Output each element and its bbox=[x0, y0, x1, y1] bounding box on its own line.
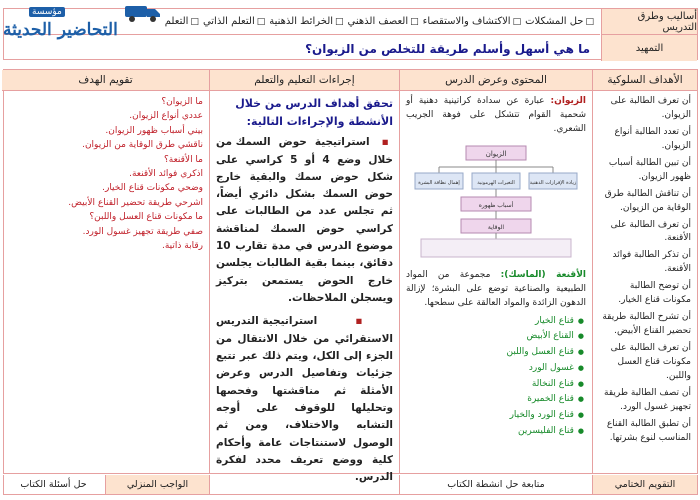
procedures-body bbox=[210, 91, 399, 496]
evaluation-question: اشرحي طريقة تحضير القناع الأبيض. bbox=[68, 197, 203, 208]
mask-item: ● قناع الخيار bbox=[406, 314, 586, 330]
intro-question: ما هي أسهل وأسلم طريقة للتخلص من الزيوان؟ bbox=[305, 41, 590, 56]
strategy-name: استراتيجية التدريس الاستقرائي bbox=[216, 315, 394, 345]
bullet-icon: ▪ bbox=[355, 315, 393, 328]
objective-item: أن توضح الطالبة مكونات قناع الخيار. bbox=[618, 281, 691, 306]
concept-diagram bbox=[411, 143, 581, 261]
objective-item: أن تعرف الطالبة على الزيوان. bbox=[610, 96, 691, 120]
methods-label: أساليب وطرق التدريس bbox=[601, 9, 697, 35]
concept-diagram-svg bbox=[411, 143, 581, 261]
diagram-bottom-label: الوقاية bbox=[487, 223, 505, 231]
masks-definition bbox=[406, 269, 586, 311]
method-item: □ الخرائط الذهنية bbox=[269, 16, 343, 27]
final-eval-value: متابعة حل انشطة الكتاب bbox=[399, 475, 592, 494]
mask-item: ● القناع الأبيض bbox=[406, 329, 586, 345]
logo-brand: التحاضير الحديثة bbox=[3, 20, 118, 40]
strategy-fishbowl bbox=[216, 134, 393, 307]
bullet-icon: ▪ bbox=[381, 136, 393, 149]
evaluation-question: ما الزيوان؟ bbox=[161, 97, 203, 107]
objective-item: أن تعرف الطالبة على الأقنعة. bbox=[610, 219, 691, 244]
strategy-name: استراتيجية حوض السمك bbox=[235, 136, 370, 149]
masks-text: مجموعة من المواد الطبيعية والصناعية توضع على البشرة؛ لإزالة الدهون الزائدة والمواد العالقة على سطحها. bbox=[406, 269, 586, 308]
objective-item: أن تصف الطالبة طريقة تجهيز غسول الورد. bbox=[604, 387, 691, 412]
content-column bbox=[399, 70, 592, 473]
method-item: □ الاكتشاف والاستقصاء bbox=[423, 16, 521, 27]
truck-icon bbox=[123, 2, 163, 24]
objective-item: أن تطبق الطالبة القناع المناسب لنوع بشرتها. bbox=[606, 418, 691, 443]
mask-item: ● قناع الخميرة bbox=[406, 392, 586, 408]
final-eval-label: التقويم الختامي bbox=[592, 475, 697, 494]
diagram-top-label: الزيوان bbox=[485, 149, 507, 158]
content-header: المحتوى وعرض الدرس bbox=[400, 70, 592, 91]
footer-row bbox=[3, 475, 698, 495]
evaluation-question: ما الأقنعة؟ bbox=[163, 154, 203, 165]
method-item: □ التعلم الذاتي bbox=[203, 16, 265, 27]
strategy-text: من خلال وضع 4 أو 5 كراسي على شكل حوض سمك والبقية خارج حوض السمك بشكل دائري أيضاً، ثم تجلس عدد من الطالبات على كراسي حوض السمك لمناقشة موضوع الدرس في مدة تقارب 10 دقائق، بينما بقية الطالبات يجلسن خارج الحوض يستمعن بتركيز ويسجلن الملاحظات. bbox=[216, 136, 393, 304]
method-item: □ العصف الذهني bbox=[348, 16, 419, 27]
definition bbox=[406, 95, 586, 137]
content-body bbox=[400, 91, 592, 444]
evaluation-question: ما مكونات قناع العسل واللبن؟ bbox=[89, 212, 203, 223]
evaluation-question: بيني أسباب ظهور الزيوان. bbox=[105, 125, 203, 136]
masks-term: الأقنعة (الماسك): bbox=[500, 269, 586, 280]
diagram-branch-label: إهمال نظافة البشرة bbox=[418, 179, 460, 186]
masks-list bbox=[406, 314, 586, 440]
mask-item: ● قناع الفليسرين bbox=[406, 424, 586, 440]
procedures-header: إجراءات التعليم والتعلم bbox=[210, 70, 399, 91]
mask-item: ● غسول الورد bbox=[406, 361, 586, 377]
objective-item: أن تذكر الطالبة فوائد الأقنعة. bbox=[612, 250, 691, 275]
objectives-list bbox=[593, 91, 697, 453]
evaluation-question: صفي طريقة تجهيز غسول الورد. bbox=[82, 226, 203, 237]
mask-item: ● قناع العسل واللبن bbox=[406, 345, 586, 361]
evaluation-question: وضحي مكونات قناع الخيار. bbox=[102, 183, 203, 194]
strategy-text: من خلال الانتقال من الجزء إلى الكل، ويتم ذلك عبر تتبع جزئيات وتفاصيل الدرس وعرض الأمثلة ثم مناقشتها وفحصها وتحليلها للوقوف على أوجه التشابه والاختلاف، ومن ثم الوصول لاستنتاجات عامة وأحكام كلية ووضع تعريف محدد لفكرة الدرس. bbox=[216, 332, 393, 484]
evaluation-header: تقويم الهدف bbox=[2, 70, 209, 91]
logo-subtitle: مؤسسة bbox=[29, 7, 65, 17]
objective-item: أن تعدد الطالبة أنواع الزيوان. bbox=[614, 126, 691, 151]
diagram-branch-label: التغيرات الهرمونية bbox=[477, 179, 515, 186]
evaluation-list bbox=[2, 91, 209, 257]
method-item: □ حل المشكلات bbox=[525, 16, 594, 27]
method-item: □ التعلم bbox=[165, 16, 199, 27]
diagram-branch-label: زيادة الإفرازات الدهنية bbox=[529, 179, 577, 186]
final-eval-spacer bbox=[209, 475, 399, 494]
evaluation-question: رقابة ذاتية. bbox=[162, 240, 203, 251]
objective-item: أن تشرح الطالبة طريقة تحضير القناع الأبيض. bbox=[602, 312, 691, 337]
diagram-mid-label: أسباب ظهوره bbox=[478, 201, 514, 209]
evaluation-question: عددي أنواع الزيوان. bbox=[129, 111, 203, 122]
logo bbox=[3, 2, 163, 42]
diagram-note-box bbox=[421, 239, 571, 257]
objective-item: أن تناقش الطالبة طرق الوقاية من الزيوان. bbox=[604, 188, 691, 213]
procedures-column bbox=[209, 70, 399, 484]
objective-item: أن تبين الطالبة أسباب ظهور الزيوان. bbox=[608, 157, 691, 182]
definition-term: الزيوان: bbox=[550, 96, 586, 106]
objective-item: أن تعرف الطالبة على مكونات قناع العسل واللبن. bbox=[610, 343, 691, 381]
strategy-inductive bbox=[216, 313, 393, 486]
lesson-table bbox=[3, 69, 698, 484]
definition-text: عبارة عن سدادة كراتينية دهنية أو شحمية القوام تتشكل على فوهة الجريب الشعري. bbox=[406, 96, 586, 134]
evaluation-question: ناقشي طرق الوقاية من الزيوان. bbox=[82, 140, 203, 151]
objectives-column bbox=[592, 70, 697, 473]
mask-item: ● قناع الورد والخيار bbox=[406, 408, 586, 424]
intro-label: التمهيد bbox=[601, 35, 697, 61]
homework-label: الواجب المنزلي bbox=[105, 475, 209, 494]
objectives-header: الأهداف السلوكية bbox=[593, 70, 697, 91]
evaluation-question: اذكري فوائد الأقنعة. bbox=[129, 168, 203, 179]
procedures-intro: تحقق أهداف الدرس من خلال الأنشطة والإجراءات التالية: bbox=[235, 97, 393, 128]
mask-item: ● قناع النخالة bbox=[406, 377, 586, 393]
evaluation-column bbox=[2, 70, 209, 473]
homework-value: حل أسئلة الكتاب bbox=[20, 479, 87, 490]
